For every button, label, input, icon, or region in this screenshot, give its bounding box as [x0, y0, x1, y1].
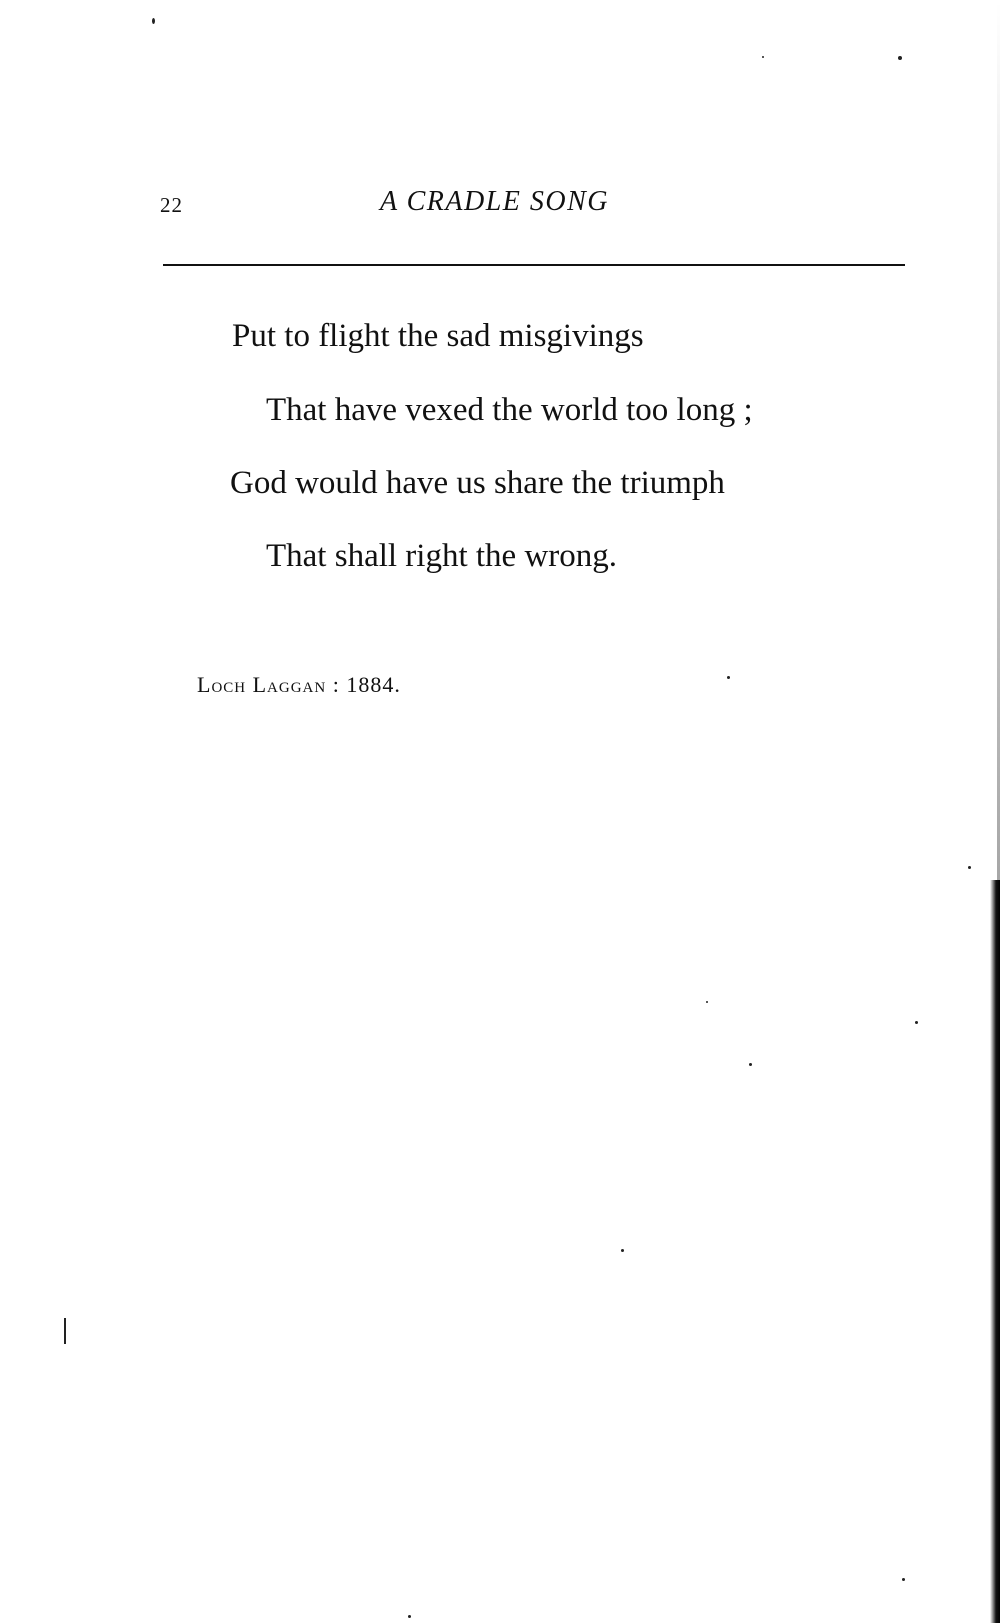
place-date: Loch Laggan : 1884. [197, 672, 401, 697]
ink-speck [898, 56, 902, 60]
poem-line: God would have us share the triumph [230, 465, 725, 501]
ink-speck [915, 1021, 918, 1024]
running-title: A CRADLE SONG [380, 186, 609, 217]
ink-speck [968, 866, 971, 869]
ink-speck [706, 1001, 708, 1003]
page-edge-shadow [990, 880, 1000, 1623]
margin-mark [64, 1318, 66, 1344]
ink-speck [621, 1249, 624, 1252]
ink-speck [152, 18, 155, 24]
ink-speck [408, 1615, 411, 1618]
poem-line: That shall right the wrong. [266, 538, 618, 574]
ink-speck [902, 1578, 905, 1581]
poem-line: Put to flight the sad misgivings [232, 318, 644, 354]
ink-speck [762, 56, 764, 58]
ink-speck [749, 1063, 752, 1066]
ink-speck [727, 676, 730, 679]
page-number: 22 [160, 193, 183, 217]
poem-line: That have vexed the world too long ; [266, 392, 753, 428]
header-rule [163, 264, 905, 266]
